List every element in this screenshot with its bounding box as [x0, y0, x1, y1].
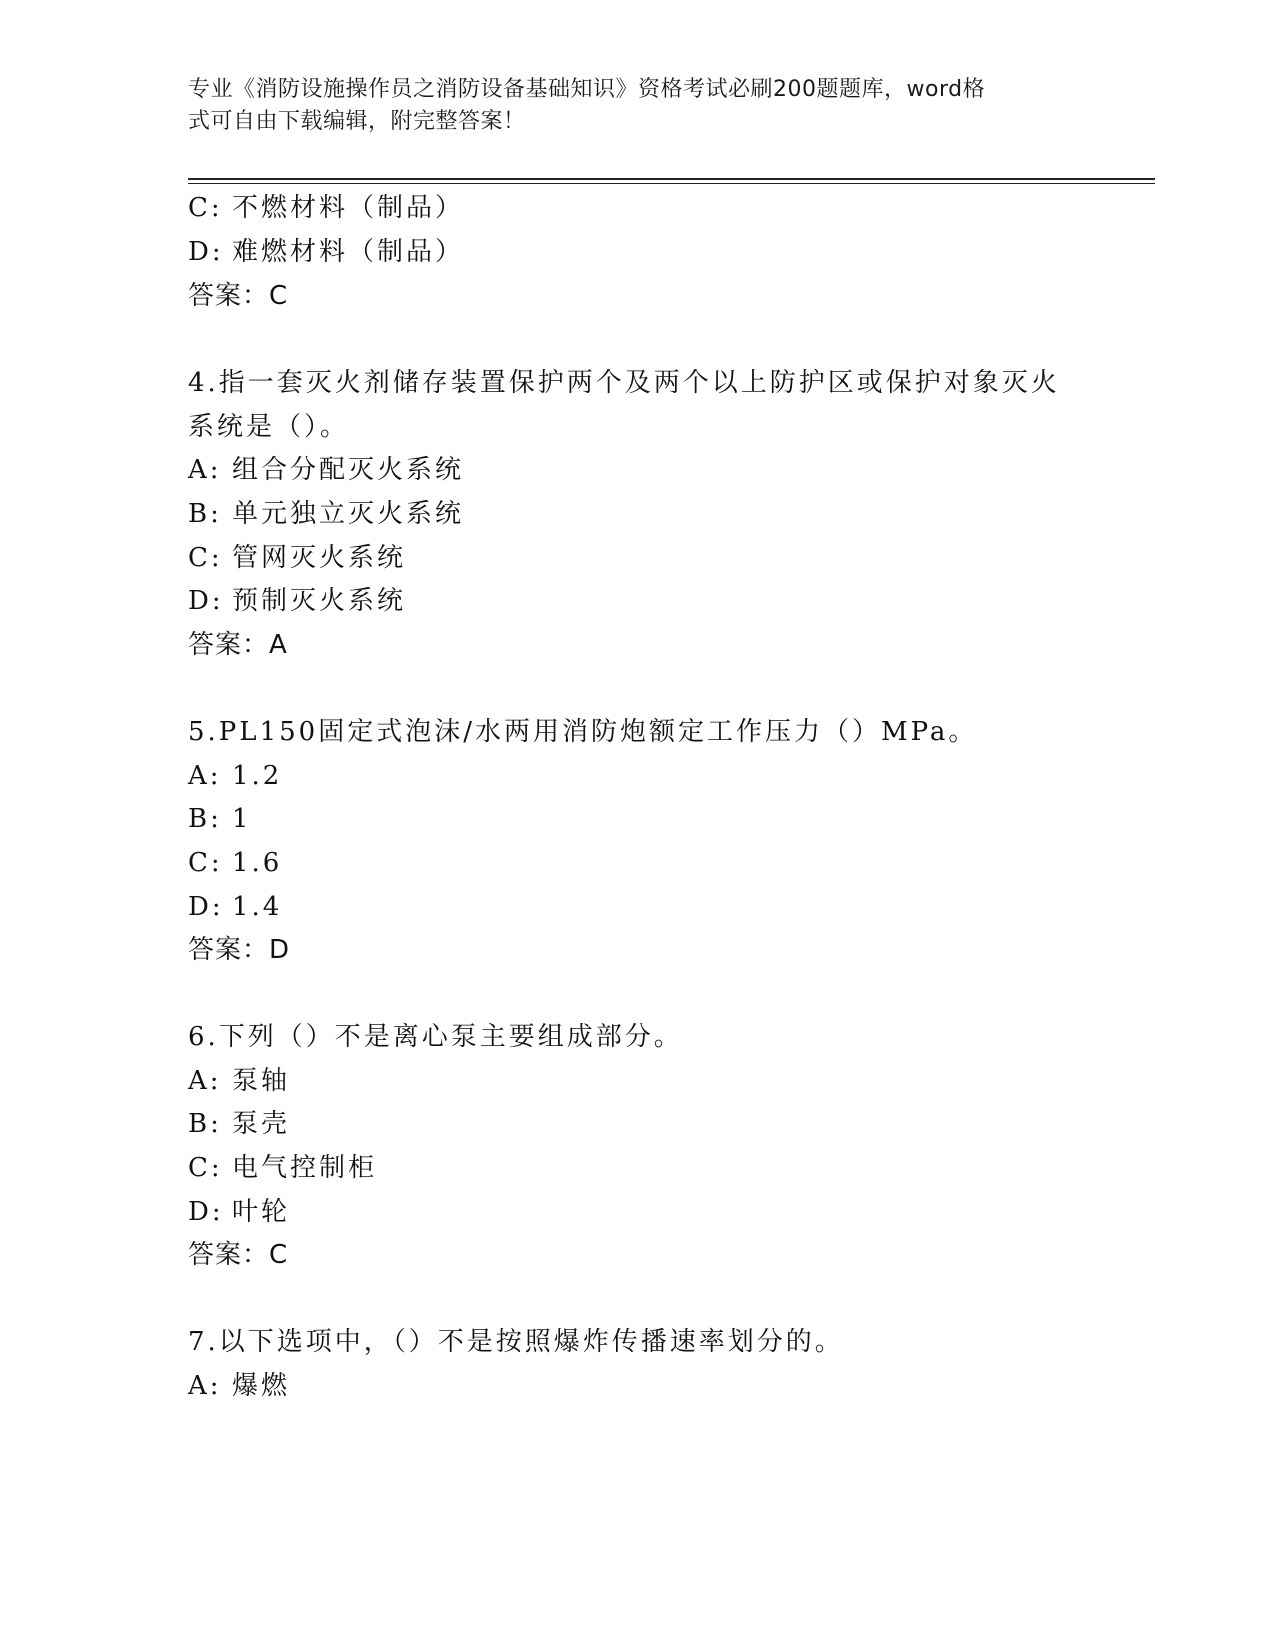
header-line-1: 专业《消防设施操作员之消防设备基础知识》资格考试必刷200题题库，word格 [188, 77, 986, 102]
option-letter: A: [188, 1066, 222, 1096]
option-letter: D: [188, 1197, 224, 1227]
header-divider-thick [188, 178, 1155, 180]
q6-option-d [188, 1195, 290, 1229]
option-letter: C: [188, 193, 223, 223]
option-text: 1.6 [232, 848, 283, 878]
document-header [188, 74, 1068, 138]
q4-stem-line-2: 系统是（）。 [188, 412, 350, 442]
q7-option-a [188, 1369, 290, 1403]
option-text: 单元独立灭火系统 [232, 499, 465, 529]
option-text: 组合分配灭火系统 [232, 455, 465, 485]
option-text: 1.2 [232, 761, 283, 791]
q4-option-c [188, 541, 406, 575]
q6-option-a [188, 1064, 290, 1098]
q4-option-b [188, 497, 464, 531]
option-letter: C: [188, 543, 223, 573]
q5-answer: 答案：D [188, 935, 291, 965]
q4-stem-line-1: 4.指一套灭火剂储存装置保护两个及两个以上防护区或保护对象灭火 [188, 368, 1060, 398]
q3-option-d [188, 235, 464, 269]
q3-option-c [188, 191, 464, 225]
option-text: 不燃材料（制品） [232, 193, 465, 223]
option-letter: C: [188, 1153, 223, 1183]
q4-option-a [188, 453, 464, 487]
q6-answer: 答案：C [188, 1240, 289, 1270]
option-letter: D: [188, 237, 224, 267]
q5-option-a [188, 759, 282, 793]
q6-stem-line-1: 6.下列（）不是离心泵主要组成部分。 [188, 1022, 683, 1052]
option-text: 1.4 [232, 892, 283, 922]
q5-option-d [188, 890, 282, 924]
q7-stem-line-1: 7.以下选项中，（）不是按照爆炸传播速率划分的。 [188, 1327, 844, 1357]
q5-option-b [188, 802, 252, 836]
option-text: 爆燃 [232, 1371, 291, 1401]
option-letter: A: [188, 761, 222, 791]
q5-option-c [188, 846, 282, 880]
header-line-2: 式可自由下载编辑，附完整答案！ [188, 109, 526, 134]
header-divider-thin [188, 183, 1155, 184]
option-text: 管网灭火系统 [232, 543, 407, 573]
q4-answer: 答案：A [188, 630, 288, 660]
option-text: 泵壳 [232, 1109, 291, 1139]
option-letter: C: [188, 848, 223, 878]
option-text: 电气控制柜 [232, 1153, 378, 1183]
option-letter: B: [188, 1109, 222, 1139]
option-text: 难燃材料（制品） [232, 237, 465, 267]
q3-answer: 答案：C [188, 281, 289, 311]
q6-option-b [188, 1107, 290, 1141]
option-text: 1 [232, 804, 252, 834]
option-letter: D: [188, 586, 224, 616]
q4-option-d [188, 584, 406, 618]
q5-stem-line-1: 5.PL150固定式泡沫/水两用消防炮额定工作压力（）MPa。 [188, 717, 978, 747]
option-letter: B: [188, 499, 222, 529]
q6-option-c [188, 1151, 377, 1185]
option-letter: A: [188, 1371, 222, 1401]
option-text: 叶轮 [232, 1197, 291, 1227]
option-letter: B: [188, 804, 222, 834]
option-letter: D: [188, 892, 224, 922]
option-text: 预制灭火系统 [232, 586, 407, 616]
option-text: 泵轴 [232, 1066, 291, 1096]
option-letter: A: [188, 455, 222, 485]
